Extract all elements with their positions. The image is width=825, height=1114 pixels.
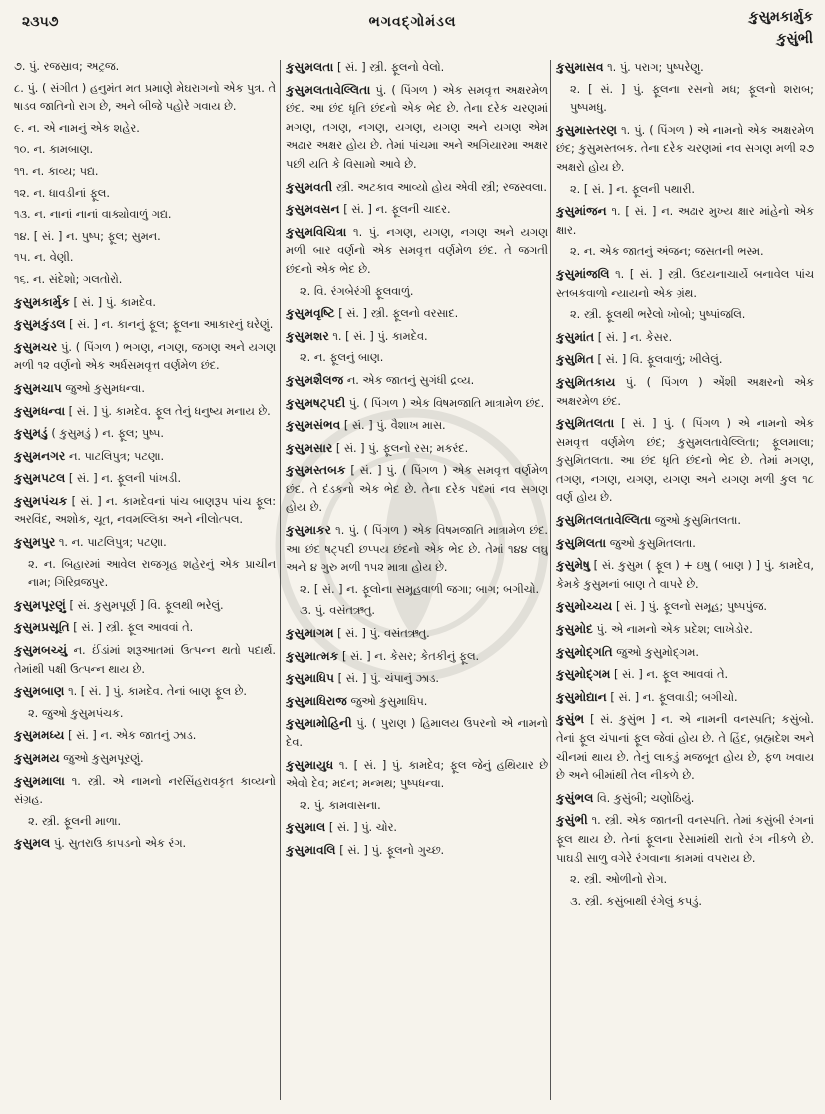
entry-definition: ૨. સ્ત્રી. ફૂલની માળા. [28,814,122,828]
entry-headword: કુસુમસંભવ [286,418,341,433]
dictionary-entry [14,596,276,616]
dictionary-entry [286,581,548,600]
entry-headword: કુસુમવતી [286,179,333,194]
entry-definition: જુઓ કુસુમિતલતા. [651,514,741,528]
dictionary-entry [556,534,814,554]
entry-headword: કુસુમકાર્મુક [14,294,70,309]
dictionary-entry [286,327,548,347]
dictionary-entry [14,120,276,139]
entry-definition: [ સં. ] પું. કામદેવ. ફૂલ તેનું ધનુષ્ય મનાય છે. [65,404,271,418]
entry-headword: કુસુમપ્રસૂતિ [14,620,70,635]
entry-definition: ન. પાટલિપુત્ર; પટણા. [65,449,165,463]
entry-definition: ૧૧. ન. કાવ્ય; પદ્ય. [14,164,99,178]
entry-definition: જુઓ કુસુમોદ્ગમ. [612,645,699,659]
entry-headword: કુસુમવૃષ્ટિ [286,306,335,321]
entry-headword: કુસુમેષુ [556,558,590,573]
dictionary-entry [14,641,276,679]
entry-definition: [ સં. ] પું. ચોર. [325,821,398,835]
entry-definition: [ સં. કુસુંભ ] ન. એ નામની વનસ્પતિ; કસુંબો. તેનાં ફૂલ ચંપાનાં ફૂલ જેવાં હોય છે. તે હિંદ, બ્રહ્મદેશ અને ચીનમાં થાય છે. તેનું લાકડું મજબૂત હોય છે, ફળ ખવાય છે અને બીમાંથી તેલ નીકળે છે. [556,713,814,783]
entry-definition: ૨. પું. કામવાસના. [300,798,381,812]
dictionary-entry [556,243,814,262]
dictionary-entry [286,818,548,838]
entry-definition: [ સં. ] પું. ( પિંગળ ) એ નામનો એક સમવૃત્ત વર્ણમેળ છંદ; કુસુમલતાવેલ્લિતા; ફૂલમાલા; કુસુમિતલતા. આ છંદ ધૃતિ છંદનો ભેદ છે. તેમાં મગણ, તગણ, નગણ, યગણ, યગણ અને યગણ મળી કુલ ૧૮ વર્ણ હોય છે. [556,417,814,505]
dictionary-entry [286,602,548,621]
entry-definition: [ સં. કુસુમપૂર્ણ ] વિ. ફૂલથી ભરેલું. [65,598,224,612]
entry-definition: [ સં. ] વિ. ફૂલવાળું; ખીલેલું. [593,353,723,367]
entry-definition: [ સં. ] સ્ત્રી. ફૂલનો વેલો. [333,61,445,74]
dictionary-entry [556,328,814,348]
dictionary-entry [286,692,548,712]
entry-headword: કુસુમોદ્ગતિ [556,644,613,659]
entry-headword: કુસુમાગમ [286,626,334,641]
dictionary-entry [14,533,276,553]
dictionary-entry [286,371,548,391]
dictionary-entry [14,163,276,182]
dictionary-entry [556,373,814,411]
entry-definition: ૧. [ સં. ] સ્ત્રી. ઉદયનાચાર્યે બનાવેલ પાંચ સ્તબકવાળો ન્યાયનો એક ગ્રંથ. [556,267,814,300]
dictionary-entry [556,511,814,531]
dictionary-entry [556,688,814,708]
entry-definition: [ સં. ] ન. ફૂલવાડી; બગીચો. [606,690,738,704]
entry-definition: ૨. [ સં. ] પું. ફૂલના રસનો મધ; ફૂલનો શરાબ; પુષ્પમધુ. [570,82,814,115]
entry-definition: ૭. પું. રજસ્રાવ; અટ્રજ. [14,60,120,73]
dictionary-entry [286,81,548,175]
entry-headword: કુસુમલ [14,836,51,851]
entry-definition: ૮. પું. ( સંગીત ) હનુમંત મત પ્રમાણે મેઘરાગનો એક પુત્ર. તે ષાડવ જાતિનો રાગ છે, અને બીજે પહોરે ગવાય છે. [14,81,276,114]
entry-headword: કુસુમપંચક [14,493,68,508]
dictionary-entry [14,58,276,77]
entry-headword: કુસુમિત [556,352,594,367]
dictionary-entry [286,58,548,78]
entry-definition: પું. ( પિંગળ ) એક સમવૃત્ત અક્ષરમેળ છંદ. આ છંદ ધૃતિ છંદનો એક ભેદ છે. તેના દરેક ચરણમાં મગણ, તગણ, નગણ, યગણ, યગણ અને યગણ એમ અઢાર અક્ષર હોય છે. તેમાં પાંચમા અને અગિયારમા અક્ષર પછી યતિ કે વિસામો આવે છે. [286,83,548,171]
dictionary-entry [556,710,814,785]
dictionary-entry [286,439,548,459]
entry-headword: કુસુમડું [14,426,48,441]
entry-headword: કુસુમોચ્ચય [556,599,613,614]
entry-headword: કુસુમવિચિત્રા [286,224,347,239]
dictionary-entry [556,181,814,200]
column-3 [556,58,814,1104]
entry-definition: ૧. ન. પાટલિપુત્ર; પટણા. [55,536,167,550]
entry-headword: કુસુમોદ [556,622,593,637]
entry-definition: ૧. પું. પરાગ; પુષ્પરેણુ. [603,61,704,74]
entry-headword: કુસુમાવલિ [286,842,336,857]
entry-definition: [ સં. ] પું. વસંતઋતુ. [333,627,430,641]
entry-definition: ૨. સ્ત્રી. ઓળીનો રોગ. [570,873,668,887]
dictionary-entry [556,81,814,118]
entry-definition: ૨. જુઓ કુસુમપંચક. [28,706,124,720]
entry-definition: ૨. [ સં. ] ન. ફૂલની પથારી. [570,182,696,196]
entry-definition: પું. ( પુરાણ ) હિમાલય ઉપરનો એ નામનો દેવ. [286,717,548,749]
entry-headword: કુસુમાંજલિ [556,266,610,281]
entry-definition: ૨. વિ. રંગબેરંગી ફૂલવાળું. [300,284,414,298]
entry-definition: જુઓ કુસુમપૂરણું. [59,752,144,765]
entry-definition: ૧૩. ન. નાનાં નાનાં વાક્યોવાળું ગદ્ય. [14,208,172,222]
entry-definition: ૧. સ્ત્રી. એ નામનો નરસિંહરાવકૃત કાવ્યનો સંગ્રહ. [14,774,276,807]
entry-definition: ૯. ન. એ નામનું એક શહેર. [14,121,140,135]
entry-headword: કુસુમમય [14,751,60,765]
dictionary-entry [14,185,276,204]
entry-definition: ૨. [ સં. ] ન. ફૂલોના સમૂહવાળી જગા; બાગ; બગીચો. [300,582,540,596]
dictionary-entry [286,756,548,794]
entry-definition: ૧. [ સં. ] પું. કામદેવ. તેનાં બાણ ફૂલ છે. [64,685,247,699]
entry-definition: ( કુસુમડું ) ન. ફૂલ; પુષ્પ. [47,427,164,441]
dictionary-entry [14,293,276,313]
entry-headword: કુસુંભ [556,712,585,727]
entry-headword: કુસુમિતલતા [556,416,615,431]
entry-definition: ન. એક જાતનું સુગંધી દ્રવ્ય. [343,373,475,387]
entry-headword: કુસુમબાણ [14,684,65,699]
dictionary-entry [556,871,814,890]
dictionary-entry [286,200,548,220]
dictionary-entry [286,283,548,302]
entry-definition: [ સં. ] પું. વૈશાખ માસ. [340,419,446,433]
dictionary-entry [14,682,276,702]
entry-definition: ૧૬. ન. સંદેશો; ગલતોરો. [14,272,123,286]
entry-definition: પું. સુતરાઉ કાપડનો એક રંગ. [50,837,187,851]
entry-headword: કુસુમોદ્ગમ [556,667,611,682]
entry-definition: ૨. ન. ફૂલનું બાણ. [300,351,384,365]
entry-definition: વિ. કુસુંબી; ચણોઠિયું. [593,791,695,805]
entry-definition: ૧૪. [ સં. ] ન. પુષ્પ; ફૂલ; સુમન. [14,229,161,243]
column-2 [286,58,548,1104]
entry-definition: જુઓ કુસુમિતલતા. [606,536,696,550]
dictionary-entry [14,141,276,160]
dictionary-entry [14,338,276,376]
dictionary-entry [286,669,548,689]
entry-headword: કુસુમચર [14,339,58,354]
dictionary-entry [14,402,276,422]
entry-definition: પું. ( પિંગળ ) એંશી અક્ષરનો એક અક્ષરમેળ છંદ. [556,375,814,408]
entry-definition: ૨. ન. બિહારમાં આવેલ રાજગૃહ શહેરનું એક પ્રાચીન નામ; ગિરિવ્રજપુર. [28,557,276,590]
dictionary-entry [286,416,548,436]
entry-headword: કુસુમધન્વા [14,403,66,418]
dictionary-entry [14,772,276,810]
entry-headword: કુસુમલતા [286,60,334,74]
dictionary-entry [286,349,548,368]
dictionary-entry [14,447,276,467]
entry-headword: કુસુમાલ [286,820,326,835]
dictionary-entry [14,834,276,854]
entry-headword: કુસુમાધિરાજ [286,693,347,708]
entry-headword: કુસુમાસવ [556,60,604,74]
dictionary-entry [14,556,276,593]
dictionary-entry [556,121,814,178]
entry-headword: કુસુમચાપ [14,380,62,395]
entry-definition: સ્ત્રી. અટકાવ આવ્યો હોય એવી સ્ત્રી; રજસ્વલા. [332,180,547,194]
entry-headword: કુસુમાંત [556,329,595,344]
entry-definition: [ સં. ] ન. એક જાતનું ઝાડ. [64,729,197,743]
entry-definition: [ સં. ] ન. કેસર; કેતકીનું ફૂલ. [338,649,480,663]
running-title: ભગવદ્ગોમંડલ [368,14,457,30]
entry-definition: ૧. પું. ( પિંગળ ) એ નામનો એક અક્ષરમેળ છંદ; કુસુમસ્તબક. તેના દરેક ચરણમાં નવ સગણ મળી ૨૭ અક્ષરો હોય છે. [556,123,814,174]
page-number: ૨૩૫૭ [22,14,59,30]
entry-headword: કુસુમમધ્ય [14,728,65,743]
entry-definition: [ સં. ] પું. ચંપાનું ઝાડ. [334,672,439,686]
entry-definition: ૨. ન. એક જાતનું અંજન; જસતની ભસ્મ. [570,245,764,259]
dictionary-entry [14,492,276,530]
entry-definition: [ સં. કુસુમ ( ફૂલ ) + ઇષુ ( બાણ ) ] પું. કામદેવ, કેમકે કુસુમનાં બાણ તે વાપરે છે. [556,559,814,591]
entry-headword: કુસુમલતાવેલ્લિતા [286,82,371,97]
entry-definition: ન. ઈંડાંમાં શરૂઆતમાં ઉત્પન્ન થતો પદાર્થ. તેમાંથી પક્ષી ઉત્પન્ન થાય છે. [14,644,276,676]
dictionary-entry [286,178,548,198]
entry-headword: કુસુમાત્મક [286,648,339,663]
dictionary-entry [286,223,548,280]
entry-definition: ૧. પું. ( પિંગળ ) એક વિષમજાતિ માત્રામેળ છંદ. આ છંદ ષટ્પદી છપ્પય છંદનો એક ભેદ છે. તેમાં ૧૪૪ લઘુ અને ૪ ગુરુ મળી ૧૫૨ માત્રા હોય છે. [286,524,548,575]
entry-headword: કુસુમપૂરણું [14,597,66,612]
dictionary-entry [286,647,548,667]
entry-headword: કુસુમકુંડલ [14,317,66,332]
dictionary-entry [286,714,548,752]
dictionary-entry [556,350,814,370]
dictionary-entry [556,597,814,617]
dictionary-entry [286,521,548,578]
entry-headword: કુસુમિતલતાવેલ્લિતા [556,513,652,528]
dictionary-entry [14,249,276,268]
entry-definition: જુઓ કુસુમધન્વા. [61,381,145,395]
dictionary-entry [556,620,814,640]
dictionary-entry [14,206,276,225]
dictionary-entry [286,624,548,644]
dictionary-entry [14,618,276,638]
entry-definition: ૨. સ્ત્રી. ફૂલથી ભરેલો ખોબો; પુષ્પાંજલિ. [570,308,746,322]
entry-definition: [ સં. ] ન. કેસર. [594,330,673,344]
dictionary-entry [14,379,276,399]
dictionary-entry [556,665,814,685]
entry-definition: [ સં. ] પું. ફૂલનો સમૂહ; પુષ્પપુંજ. [612,600,767,614]
entry-headword: કુસુંભલ [556,790,594,805]
entry-headword: કુસુમવસન [286,202,340,217]
dictionary-entry [556,58,814,78]
entry-definition: પું. ( પિંગળ ) એક વિષમજાતિ માત્રામેળ છંદ. [345,396,545,410]
entry-definition: [ સં. ] ન. ફૂલની ચાદર. [339,203,451,217]
entry-headword: કુસુમમાલા [14,773,65,788]
dictionary-columns [14,58,814,1104]
entry-definition: ૧. [ સં. ] પું. કામદેવ. [328,329,428,343]
entry-definition: [ સં. ] ન. ફૂલ આવવાં તે. [610,668,729,682]
entry-definition: [ સં. ] પું. ( પિંગળ ) એક સમવૃત્ત વર્ણમેળ છંદ. તે દંડકનો એક ભેદ છે. તેના દરેક પદમાં નવ સગણ હોય છે. [286,464,548,515]
entry-headword: કુસુમસ્તબક [286,463,346,478]
entry-headword: કુસુંભી [556,813,588,828]
guide-word-last: કુસુંભી [776,31,813,47]
entry-definition: [ સં. ] સ્ત્રી. ફૂલનો વરસાદ. [334,307,459,321]
entry-headword: કુસુમશર [286,328,329,343]
entry-definition: પું. એ નામનો એક પ્રદેશ; લાખેડોર. [592,623,753,637]
entry-definition: [ સં. ] પું. ફૂલનો ગુચ્છ. [335,843,445,857]
entry-headword: કુસુમબચ્ચું [14,643,68,658]
dictionary-entry [556,789,814,809]
dictionary-entry [286,797,548,816]
entry-definition: પું. ( પિંગળ ) ભગણ, નગણ, જગણ અને યગણ મળી ૧૨ વર્ણનો એક અર્ધસમવૃત્ત વર્ણમેળ છંદ. [14,340,276,373]
entry-headword: કુસુમાંજન [556,204,607,219]
dictionary-entry [14,228,276,247]
entry-definition: [ સં. ] સ્ત્રી. ફૂલ આવવાં તે. [69,621,194,635]
dictionary-entry [556,414,814,508]
dictionary-entry [286,841,548,861]
entry-headword: કુસુમિતકાય [556,374,616,389]
entry-headword: કુસુમશૈલજ [286,372,344,387]
guide-word-first: કુસુમકાર્મુક [748,9,813,25]
dictionary-entry [556,265,814,303]
entry-definition: જુઓ કુસુમાધિપ. [346,694,428,708]
entry-definition: [ સં. ] ન. ફૂલની પાંખડી. [65,472,182,486]
entry-headword: કુસુમાધિપ [286,671,335,686]
dictionary-entry [14,813,276,832]
entry-definition: ૧. [ સં. ] પું. કામદેવ; ફૂલ જેનું હથિયાર છે એવો દેવ; મદન; મન્મથ; પુષ્પધન્વા. [286,758,548,791]
entry-definition: [ સં. ] પું. ફૂલનો રસ; મકરંદ. [332,441,469,455]
column-1 [14,58,276,1104]
dictionary-entry [14,726,276,746]
dictionary-entry [556,202,814,240]
entry-definition: [ સં. ] ન. કામદેવનાં પાંચ બાણરૂપ પાંચ ફૂલ: અરવિંદ, અશોક, ચૂત, નવમલ્લિકા અને નીલોત્પલ. [14,494,276,527]
entry-definition: ૧૨. ન. ધાવડીનાં ફૂલ. [14,186,110,200]
entry-headword: કુસુમપુર [14,535,56,550]
entry-definition: ૧૫. ન. વેણી. [14,251,74,265]
entry-headword: કુસુમાસ્તરણ [556,122,618,137]
entry-definition: [ સં. ] ન. કાનનું ફૂલ; ફૂલના આકારનું ઘરેણું. [65,318,274,332]
entry-headword: કુસુમિલતા [556,535,607,550]
dictionary-entry [14,271,276,290]
entry-definition: ૧. [ સં. ] ન. અઢાર મુખ્ય ક્ષાર માંહેનો એક ક્ષાર. [556,205,814,237]
entry-definition: ૧. સ્ત્રી. એક જાતની વનસ્પતિ. તેમાં કસુંબી રંગનાં ફૂલ થાય છે. તેનાં ફૂલના રેસામાંથી રાતો રંગ નીકળે છે. પાઘડી સાળુ વગેરે રંગવાના કામમાં વપરાય છે. [556,814,814,865]
dictionary-entry [286,461,548,518]
dictionary-entry [14,749,276,769]
dictionary-entry [556,811,814,868]
entry-definition: ૧૦. ન. કામબાણ. [14,143,94,157]
entry-definition: ૩. પું. વસંતઋતુ. [300,604,375,618]
dictionary-entry [286,304,548,324]
dictionary-entry [14,80,276,117]
guide-words [749,6,813,50]
entry-headword: કુસુમામોહિની [286,716,352,731]
dictionary-entry [556,306,814,325]
entry-definition: [ સં. ] પું. કામદેવ. [69,295,156,309]
dictionary-entry [14,705,276,724]
entry-headword: કુસુમાકર [286,523,331,538]
dictionary-entry [14,469,276,489]
entry-headword: કુસુમોદ્યાન [556,689,607,704]
entry-definition: ૧. પું. નગણ, યગણ, નગણ અને યગણ મળી બાર વર્ણનો એક સમવૃત્ત વર્ણમેળ છંદ. તે જગતી છંદનો એક ભેદ છે. [286,225,548,276]
entry-headword: કુસુમપટલ [14,471,66,486]
entry-headword: કુસુમસાર [286,440,333,455]
entry-definition: ૩. સ્ત્રી. કસુંબાથી રંગેલું કપડું. [570,894,703,908]
dictionary-entry [14,315,276,335]
dictionary-entry [556,556,814,594]
entry-headword: કુસુમાયુધ [286,757,334,772]
dictionary-entry [14,424,276,444]
page-header [0,0,825,58]
entry-headword: કુસુમનગર [14,448,66,463]
dictionary-entry [556,643,814,663]
entry-headword: કુસુમષટ્પદી [286,395,346,410]
dictionary-entry [556,893,814,912]
dictionary-entry [286,394,548,414]
